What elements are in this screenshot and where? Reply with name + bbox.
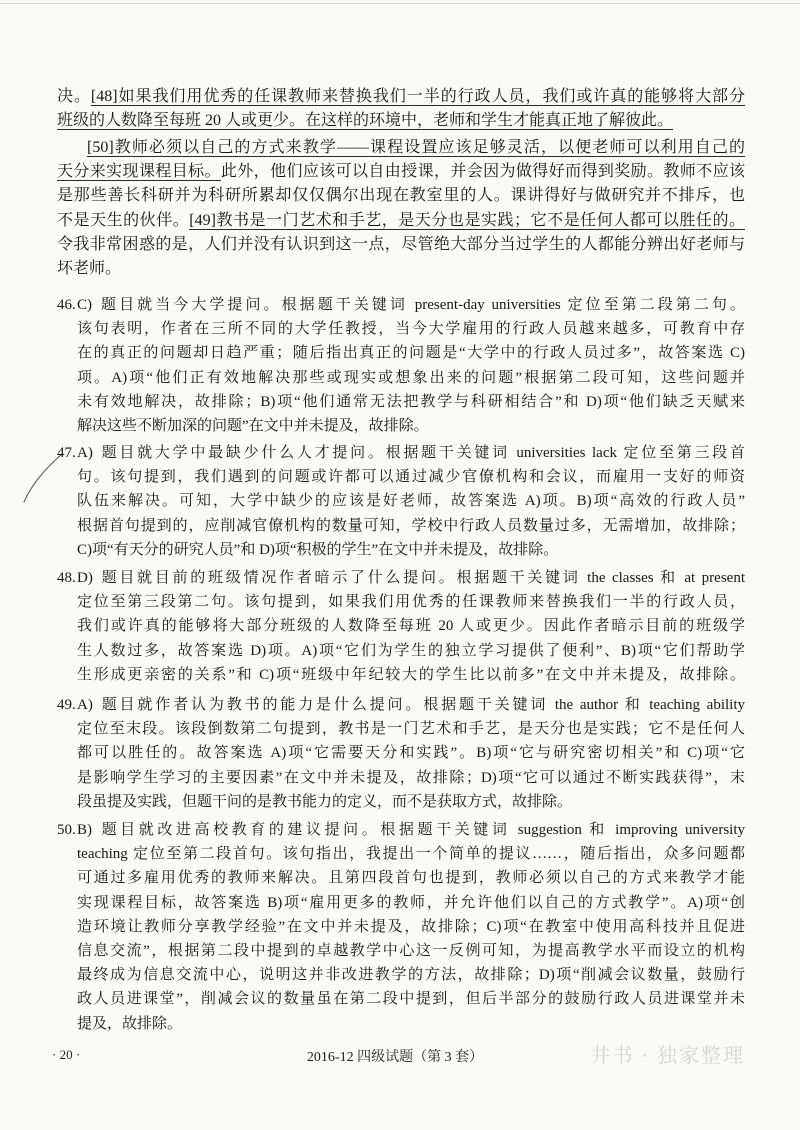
explanation-text: 题目就大学中最缺少什么人才提问。根据题干关键词 universities lack 定位至第三段首 [98,445,745,461]
explanation-text: 题目就作者认为教书的能力是什么提问。根据题干关键词 the author 和 teaching ability [98,697,745,713]
passage-paragraph [57,136,745,281]
passage-line [57,85,745,109]
underlined-sentence-48: 班级的人数降至每班 20 人或更少。在这样的环境中，老师和学生才能真正地了解彼此。 [57,112,674,130]
question-number: 50. [57,822,76,838]
passage-line [57,233,745,257]
passage-line [57,184,745,208]
answer-choice: C) [77,297,92,313]
explanation-item-49 [57,693,745,814]
explanation-text: 题目就目前的班级情况作者暗示了什么提问。根据题干关键词 the classes 和 at present [98,570,745,586]
question-number: 46. [57,297,76,313]
explanation-item-47 [57,441,745,562]
explanation-line [77,293,745,317]
watermark: 井书 · 独家整理 [590,1045,745,1067]
scan-edge [0,3,800,4]
passage-text: 决。 [57,88,91,105]
passage-line [57,257,745,281]
passage-line [57,209,745,233]
explanation-line: 可通过多雇用优秀的教师来解决。且第四段首句也提到，教师必须以自己的方式来教学才能 [77,870,745,887]
explanation-text: 题目就当今大学提问。根据题干关键词 present-day universities 定位至第二段第二句。 [98,297,745,313]
explanation-line [77,818,745,842]
answer-choice: A) [77,445,93,461]
explanation-line: 最终成为信息交流中心，说明这并非改进教学的方法，故排除；D)项“削减会议数量，鼓励行 [77,967,745,984]
explanation-line [77,566,745,590]
explanation-item-48 [57,566,745,687]
explanation-line: 我们或许真的能够将大部分班级的人数降至每班 20 人或更少。因此作者暗示目前的班级学 [77,618,745,635]
passage-line [57,109,745,133]
underlined-sentence-49: [49]教书是一门艺术和手艺，是天分也是实践；它不是任何人都可以胜任的。 [189,211,745,229]
passage-paragraph [57,85,745,134]
passage-text: 此外，他们应该可以自由授课，并会因为做得好而得到奖励。教师不应该 [220,163,745,181]
explanation-line: 政人员进课堂”，削减会议的数量虽在第二段中提到，但后半部分的鼓励行政人员进课堂并未 [77,991,745,1008]
explanation-line [77,441,745,465]
question-number: 47. [57,445,76,461]
explanation-line: teaching 定位至第二段首句。该句指出，我提出一个简单的提议……，随后指出，众多问题都 [77,846,745,863]
answer-choice: A) [77,697,93,713]
page-number: · 20 · [52,1047,81,1062]
explanation-line: 都可以胜任的。故答案选 A)项“它需要天分和实践”。B)项“它与研究密切相关”和 C)项“它 [77,745,745,762]
explanation-text: 题目就改进高校教育的建议提问。根据题干关键词 suggestion 和 improving university [98,822,745,838]
explanation-line: 句。该句提到，我们遇到的问题或许都可以通过减少官僚机构和会议，而雇用一支好的师资 [77,469,745,486]
explanation-line: C)项“有天分的研究人员”和 D)项“积极的学生”在文中并未提及，故排除。 [77,541,559,558]
explanation-line: 信息交流”，根据第二段中提到的卓越教学中心这一反例可知，为提高教学水平而设立的机构 [77,943,745,960]
explanation-line: 在的真正的问题却日趋严重；随后指出真正的问题是“大学中的行政人员过多”，故答案选 C) [77,345,745,362]
passage-text: 是那些善长科研并为科研所累却仅仅偶尔出现在教室里的人。课讲得好与做研究并不排斥，也 [57,187,745,205]
exam-title: 2016-12 四级试题（第 3 套） [306,1050,484,1065]
underlined-sentence-48: [48]如果我们用优秀的任课教师来替换我们一半的行政人员，我们或许真的能够将大部分 [90,88,745,105]
explanation-line: 定位至末段。该段倒数第二句提到，教书是一门艺术和手艺，是天分也是实践；它不是任何人 [77,721,745,738]
passage-text: 坏老师。 [57,260,122,278]
explanation-line: 提及，故排除。 [77,1015,183,1032]
explanation-line: 根据首句提到的，应削减官僚机构的数量可知，学校中行政人员数量过多，无需增加，故排除； [77,517,745,534]
explanation-line: 段虽提及实践，但题干问的是教书能力的定义，而不是获取方式，故排除。 [77,793,573,810]
explanation-line: 未有效地解决，故排除；B)项“他们通常无法把教学与科研相结合”和 D)项“他们缺乏天赋来 [77,393,745,410]
explanation-line: 解决这些不断加深的问题”在文中并未提及，故排除。 [77,418,429,435]
explanation-line: 造环境让教师分享教学经验”在文中并未提及，故排除；C)项“在教室中使用高科技并且促进 [77,918,745,935]
question-number: 48. [57,570,76,586]
explanation-line: 该句表明，作者在三所不同的大学任教授，当今大学雇用的行政人员越来越多，可教育中存 [77,321,745,338]
answer-choice: D) [77,570,93,586]
explanation-line [77,693,745,717]
explanation-line: 项。A)项“他们正有效地解决那些或现实或想象出来的问题”根据第二段可知，这些问题并 [77,369,745,386]
explanation-line: 生形成更亲密的关系”和 C)项“班级中年纪较大的学生比以前多”在文中并未提及，故排除。 [77,666,745,683]
passage-line [57,136,745,160]
explanation-line: 实现课程目标，故答案选 B)项“雇用更多的教师，并允许他们以自己的方式教学”。A)项“创 [77,894,745,911]
underlined-sentence-50: [50]教师必须以自己的方式来教学——课程设置应该足够灵活，以便老师可以利用自己的 [87,139,745,156]
answer-choice: B) [77,822,92,838]
underlined-sentence-50: 天分来实现课程目标。 [57,163,221,181]
passage-text: 不是天生的伙伴。 [57,211,190,229]
explanation-line: 定位至第三段第二句。该句提到，如果我们用优秀的任课教师来替换我们一半的行政人员， [77,594,745,611]
passage-text: 令我非常困惑的是，人们并没有认识到这一点，尽管绝大部分当过学生的人都能分辨出好老师与 [57,235,745,253]
passage-line [57,160,745,184]
explanation-line: 生人数过多，故答案选 D)项。A)项“它们为学生的独立学习提供了便利”、B)项“它们帮助学 [77,642,745,659]
explanation-line: 队伍来解决。可知，大学中缺少的应该是好老师，故答案选 A)项。B)项“高效的行政人员” [77,493,745,510]
explanation-item-50 [57,818,745,1036]
question-number: 49. [57,697,76,713]
explanation-line: 是影响学生学习的主要因素”在文中并未提及，故排除；D)项“它可以通过不断实践获得”，末 [77,769,745,786]
explanation-item-46 [57,293,745,438]
